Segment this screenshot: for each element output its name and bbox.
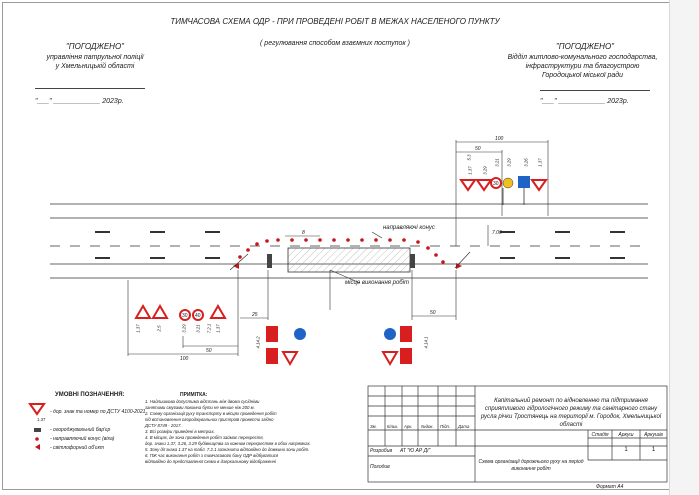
- left-sign-group: [136, 306, 225, 320]
- sign-code: 3.29: [482, 166, 488, 175]
- warning-sign-icon: [136, 306, 150, 318]
- drawing-subtitle: ( регулювання способом взаємних поступок ): [260, 40, 410, 47]
- col-header: Арк.: [404, 424, 413, 429]
- sign-plate: 30: [182, 313, 188, 319]
- prohibition-sign-icon: [503, 178, 513, 188]
- dim-left-50: 50: [206, 348, 212, 354]
- sign-code: 2.5: [156, 325, 162, 332]
- work-site-label: місце виконання робіт: [345, 280, 410, 286]
- note-line: 2. Схему організації руху транспорту в місцях проведення робіт: [145, 411, 277, 416]
- sheets-header: Аркушів: [644, 432, 663, 438]
- warning-sign-icon: [383, 352, 397, 364]
- legend-traffic-light-icon: [35, 444, 40, 450]
- sheets-total: 1: [651, 447, 656, 453]
- legend-sign-icon: [30, 404, 44, 414]
- barrier: [267, 254, 272, 268]
- legend-title: УМОВНІ ПОЗНАЧЕННЯ:: [55, 392, 125, 398]
- note-line: занятими смугами повинна бути не менше ніж 200 м.: [145, 405, 255, 410]
- sign-plate: 30: [493, 181, 499, 187]
- note-line: ДСТУ 8749 - 2017.: [145, 423, 182, 428]
- notes-list: [145, 399, 360, 465]
- dim-left-25: 25: [252, 312, 258, 318]
- sign-code: 1.37: [537, 158, 543, 167]
- drawing-title: ТИМЧАСОВА СХЕМА ОДР - ПРИ ПРОВЕДЕНІ РОБІТ В МЕЖАХ НАСЕЛЕНОГО ПУНКТУ: [170, 17, 500, 26]
- warning-sign-icon: [477, 180, 491, 190]
- chevron-sign-icon: [400, 348, 412, 364]
- legend-item: - дор. знак та номер по ДСТУ 4100-2021: [50, 409, 146, 415]
- direction-signs: [266, 326, 412, 364]
- info-sign-icon: [518, 176, 530, 188]
- sign-plate: 40: [195, 313, 201, 319]
- dim-top-50: 50: [475, 146, 481, 152]
- sheet-title: Схема організації дорожнього руху на період виконання робіт: [478, 459, 584, 472]
- dim-taper: 8: [302, 230, 305, 236]
- col-header: Дата: [458, 424, 470, 429]
- sign-code: 1.37: [135, 324, 141, 333]
- col-header: Кільк.: [387, 424, 399, 429]
- warning-sign-icon: [283, 352, 297, 364]
- col-header: Підп.: [440, 424, 451, 429]
- legend-code: 1.37: [37, 417, 46, 422]
- legend-symbols: [30, 404, 44, 450]
- stage-header: Стадія: [591, 432, 609, 438]
- legend-item: - світлофорний об'єкт: [50, 445, 105, 451]
- dim-lane-width: 7.00: [492, 230, 502, 236]
- paper-format: Формат А4: [596, 484, 624, 490]
- warning-sign-icon: [153, 306, 167, 318]
- sign-code: 3.21: [195, 324, 201, 333]
- guide-cone-label: направляючі конус: [383, 225, 435, 231]
- approval-right-heading: "ПОГОДЖЕНО": [555, 42, 615, 51]
- developed-by: АТ "Ю АР ДІ": [400, 448, 431, 454]
- sign-code: 7.2.1: [206, 323, 212, 334]
- chevron-sign-icon: [400, 326, 412, 342]
- col-header: Зм.: [370, 424, 377, 429]
- sign-code: 4.14.1: [423, 336, 429, 349]
- warning-sign-icon: [532, 180, 546, 190]
- approval-right-line3: Городоцької міської ради: [541, 72, 624, 79]
- chevron-sign-icon: [266, 326, 278, 342]
- note-line: 4. В місцях, де зона проведення робіт займає перехрестя,: [145, 435, 264, 440]
- sign-code: 4.14.2: [255, 336, 261, 349]
- sign-code: 3.29: [181, 324, 187, 333]
- note-line: під встановлення огороджувальних пристроїв провести згідно: [145, 417, 274, 422]
- dim-left-100: 100: [180, 356, 189, 362]
- sign-code: 1.37: [467, 166, 473, 175]
- dim-right-50: 50: [430, 310, 436, 316]
- top-sign-group: [461, 176, 546, 190]
- note-line: 5. Зону дії знака 1.37 на табл. 7.2.1 зазначити відповідно до довжини зони робіт.: [145, 447, 310, 452]
- chevron-sign-icon: [266, 348, 278, 364]
- sheet-number: 1: [624, 447, 628, 453]
- work-site-area: [288, 248, 410, 272]
- approval-right-line2: інфраструктури та благоустрою: [525, 63, 640, 70]
- sign-code: 3.29: [506, 158, 512, 167]
- project-description: Капітальний ремонт по відновленню та підтримання сприятливого гідрологічного режиму та санітарного стану русла річки Тростянець на території м. Городок, Хмельницької області: [480, 398, 662, 428]
- note-line: відповідно до представленої схеми в дзеркальному відображенні: [145, 459, 276, 464]
- legend-item: - направляючий конус (віха): [50, 436, 115, 442]
- dim-top-100: 100: [495, 136, 504, 142]
- legend-item: - огороджувальний бар'єр: [50, 427, 111, 433]
- taper-line: [455, 252, 470, 268]
- approval-left-heading: "ПОГОДЖЕНО": [65, 42, 125, 51]
- sign-code: 5.3: [466, 154, 472, 161]
- approval-right-line1: Відділ житлово-комунального господарства,: [507, 54, 658, 61]
- sign-code: 1.37: [215, 324, 221, 333]
- mandatory-direction-sign-icon: [294, 328, 306, 340]
- barrier: [410, 254, 415, 268]
- note-line: дор. знаки 1.37, 3.26, 3.29 будівництва за кожним перехрестям в обох напрямках.: [145, 441, 311, 446]
- warning-sign-icon: [461, 180, 475, 190]
- developed-label: Розробив: [370, 448, 393, 454]
- notes-title: ПРИМІТКА:: [180, 392, 208, 398]
- legend-barrier-icon: [34, 428, 41, 432]
- sheet-header: Аркуш: [618, 432, 634, 438]
- mandatory-direction-sign-icon: [384, 328, 396, 340]
- approval-left-line2: у Хмельницькій області: [55, 63, 135, 70]
- approval-right-date: "___" ____________ 2023р.: [540, 98, 629, 105]
- warning-sign-icon: [211, 306, 225, 318]
- note-line: 3. Всі розміри приведені в метрах.: [145, 429, 215, 434]
- sign-code: 3.26: [523, 158, 529, 167]
- checked-label: Погодив: [370, 464, 390, 470]
- legend-cone-icon: [35, 437, 39, 441]
- note-line: 6. ПЖ час виконання робіт з тимчасового бану ОДР відбуватися: [145, 453, 279, 458]
- sign-code: 3.21: [494, 158, 500, 167]
- col-header: №док.: [421, 424, 434, 429]
- approval-left-line1: управління патрульної поліції: [46, 54, 144, 61]
- note-line: 1. Надлишкова допустима відстань між двома сусідніми: [145, 399, 260, 404]
- approval-left-date: "___" ____________ 2023р.: [35, 98, 124, 105]
